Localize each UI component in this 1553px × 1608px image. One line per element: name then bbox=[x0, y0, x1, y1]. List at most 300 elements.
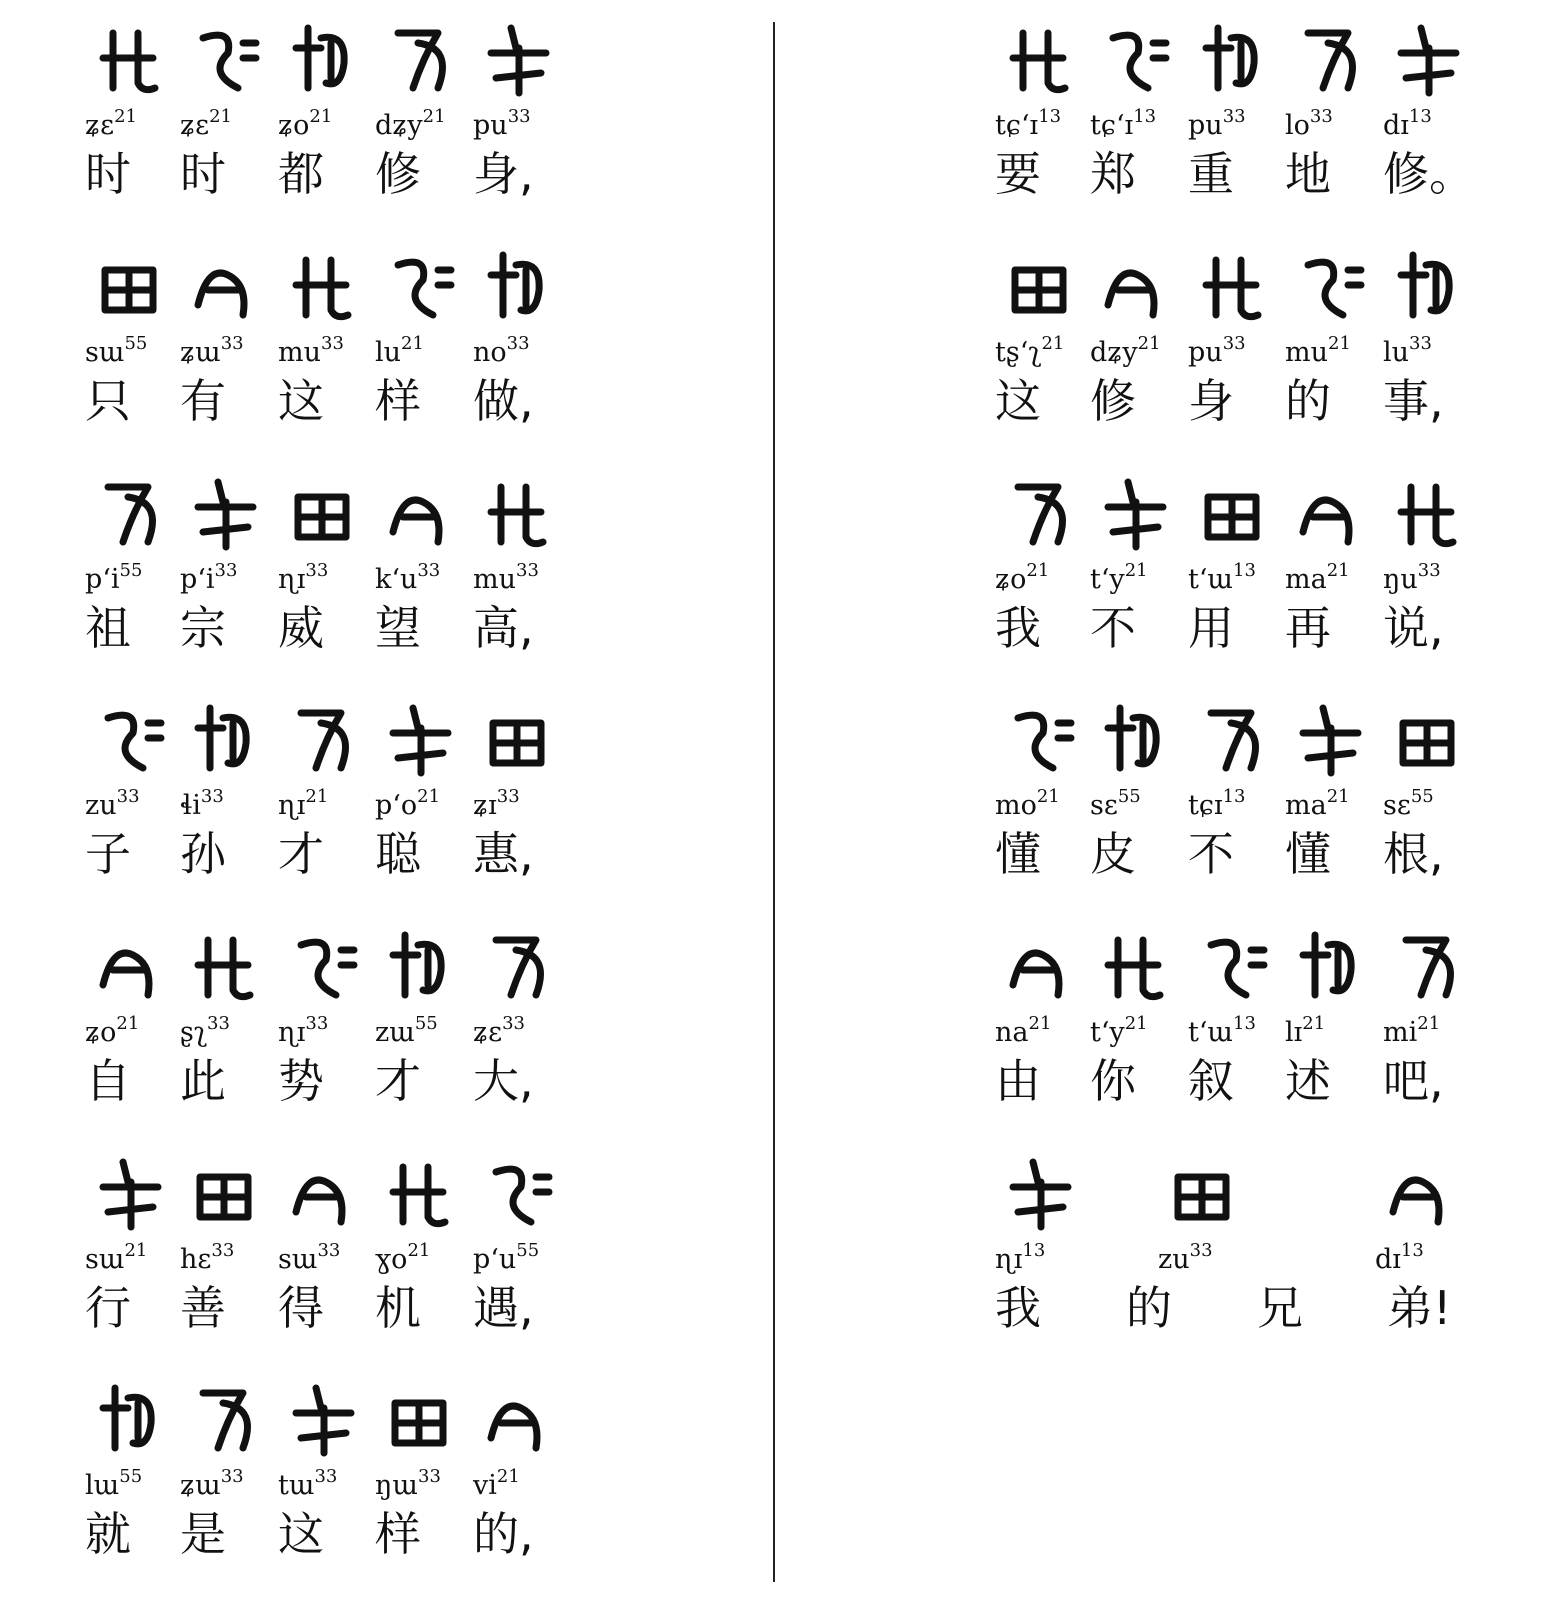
syllable-text: ɳɪ bbox=[278, 564, 306, 595]
script-row bbox=[85, 698, 645, 783]
syllable bbox=[1383, 1013, 1441, 1048]
translation-char: 孙 bbox=[180, 827, 226, 881]
script-glyph bbox=[1391, 245, 1463, 327]
pronunciation-row bbox=[85, 1240, 645, 1284]
syllable-text: ɳɪ bbox=[278, 790, 306, 821]
syllable bbox=[85, 786, 140, 821]
script-glyph bbox=[188, 1378, 260, 1460]
script-row bbox=[85, 18, 645, 103]
translation-char: 的 bbox=[1285, 374, 1331, 428]
syllable bbox=[1383, 333, 1432, 368]
syllable bbox=[1285, 106, 1333, 141]
syllable-text: sɛ bbox=[1383, 790, 1411, 821]
tone-number: 33 bbox=[321, 333, 344, 354]
tone-number: 33 bbox=[1222, 106, 1246, 127]
syllable bbox=[375, 1466, 441, 1501]
translation-row bbox=[85, 600, 645, 660]
tone-number: 33 bbox=[507, 106, 531, 127]
script-glyph bbox=[188, 245, 260, 327]
translation-char: 都 bbox=[278, 147, 324, 201]
tone-number: 33 bbox=[214, 560, 238, 581]
translation-row bbox=[995, 146, 1515, 206]
syllable-text: lɯ bbox=[85, 1470, 120, 1501]
syllable-text: ŋu bbox=[1383, 564, 1418, 595]
syllable bbox=[1090, 106, 1157, 141]
script-glyph bbox=[286, 925, 358, 1007]
tone-number: 33 bbox=[516, 560, 539, 581]
tone-number: 21 bbox=[422, 106, 446, 127]
syllable bbox=[1090, 1013, 1148, 1048]
tone-number: 33 bbox=[200, 786, 224, 807]
tone-number: 21 bbox=[209, 106, 233, 127]
translation-char: 懂 bbox=[995, 827, 1041, 881]
translation-char: 威 bbox=[278, 601, 324, 655]
tone-number: 33 bbox=[317, 1240, 341, 1261]
pronunciation-row bbox=[85, 560, 645, 604]
syllable bbox=[375, 106, 446, 141]
script-glyph bbox=[93, 472, 165, 554]
translation-char: 修 bbox=[375, 147, 421, 201]
script-glyph bbox=[383, 18, 455, 100]
syllable-text: tʂʻʅ bbox=[995, 337, 1042, 368]
tone-number: 21 bbox=[1124, 1013, 1148, 1034]
syllable-text: ɳɪ bbox=[278, 1017, 306, 1048]
syllable-text: lo bbox=[1285, 110, 1310, 141]
translation-char: 此 bbox=[180, 1054, 226, 1108]
translation-char: 有 bbox=[180, 374, 226, 428]
translation-char: 时 bbox=[180, 147, 226, 201]
script-glyph bbox=[481, 1152, 553, 1234]
translation-char: 弟! bbox=[1387, 1281, 1452, 1335]
translation-row bbox=[85, 1053, 645, 1113]
syllable bbox=[1188, 786, 1246, 821]
script-glyph bbox=[1196, 925, 1268, 1007]
translation-char: 子 bbox=[85, 827, 131, 881]
syllable bbox=[473, 560, 539, 595]
translation-char: 重 bbox=[1188, 147, 1234, 201]
tone-number: 33 bbox=[496, 786, 520, 807]
script-glyph bbox=[188, 698, 260, 780]
translation-char: 望 bbox=[375, 601, 421, 655]
translation-char: 我 bbox=[995, 601, 1041, 655]
syllable bbox=[375, 786, 441, 821]
script-glyph bbox=[481, 472, 553, 554]
syllable-text: lu bbox=[1383, 337, 1410, 368]
translation-char: 皮 bbox=[1090, 827, 1136, 881]
script-glyph bbox=[481, 245, 553, 327]
syllable-text: mu bbox=[278, 337, 321, 368]
script-glyph bbox=[383, 925, 455, 1007]
script-glyph bbox=[1293, 698, 1365, 780]
syllable-text: mu bbox=[473, 564, 516, 595]
script-glyph bbox=[1196, 698, 1268, 780]
script-glyph bbox=[1003, 698, 1075, 780]
syllable-text: ma bbox=[1285, 564, 1327, 595]
syllable bbox=[995, 1240, 1046, 1275]
syllable-text: tʻɯ bbox=[1188, 1017, 1234, 1048]
tone-number: 13 bbox=[1133, 106, 1157, 127]
script-row bbox=[85, 1378, 645, 1463]
script-glyph bbox=[188, 472, 260, 554]
syllable-text: ʑo bbox=[85, 1017, 117, 1048]
syllable bbox=[180, 1013, 230, 1048]
script-glyph bbox=[1391, 472, 1463, 554]
syllable-text: tɕʻɪ bbox=[1090, 110, 1134, 141]
tone-number: 21 bbox=[1026, 560, 1050, 581]
pronunciation-row bbox=[995, 1013, 1515, 1057]
tone-number: 33 bbox=[305, 1013, 329, 1034]
script-glyph bbox=[1003, 472, 1075, 554]
script-glyph bbox=[93, 925, 165, 1007]
tone-number: 33 bbox=[417, 560, 441, 581]
pronunciation-row bbox=[85, 1013, 645, 1057]
syllable bbox=[375, 333, 424, 368]
left-verse-6 bbox=[85, 1152, 645, 1372]
translation-char: 再 bbox=[1285, 601, 1331, 655]
left-verse-2 bbox=[85, 245, 645, 465]
translation-char: 这 bbox=[278, 374, 324, 428]
script-glyph bbox=[383, 245, 455, 327]
script-glyph bbox=[481, 18, 553, 100]
translation-char: 郑 bbox=[1090, 147, 1136, 201]
syllable bbox=[85, 560, 143, 595]
tone-number: 33 bbox=[1222, 333, 1246, 354]
pronunciation-row bbox=[85, 786, 645, 830]
tone-number: 21 bbox=[1417, 1013, 1441, 1034]
tone-number: 13 bbox=[1038, 106, 1062, 127]
right-verse-6 bbox=[995, 1152, 1515, 1372]
script-glyph bbox=[1003, 18, 1075, 100]
script-glyph bbox=[1293, 472, 1365, 554]
syllable bbox=[1375, 1240, 1424, 1275]
script-glyph bbox=[188, 1152, 260, 1234]
script-glyph bbox=[93, 1152, 165, 1234]
syllable-text: ɳɪ bbox=[995, 1244, 1023, 1275]
translation-char: 样 bbox=[375, 374, 421, 428]
translation-row bbox=[85, 1280, 645, 1340]
translation-char: 用 bbox=[1188, 601, 1234, 655]
syllable-text: pu bbox=[1188, 337, 1223, 368]
syllable-text: lu bbox=[375, 337, 402, 368]
syllable bbox=[278, 1466, 338, 1501]
script-row bbox=[995, 925, 1515, 1010]
tone-number: 21 bbox=[1036, 786, 1060, 807]
syllable bbox=[1383, 106, 1432, 141]
tone-number: 33 bbox=[502, 1013, 526, 1034]
syllable bbox=[473, 1240, 540, 1275]
syllable-text: tɕɪ bbox=[1188, 790, 1223, 821]
script-row bbox=[85, 245, 645, 330]
tone-number: 21 bbox=[114, 106, 138, 127]
tone-number: 33 bbox=[220, 333, 244, 354]
syllable bbox=[1383, 560, 1441, 595]
syllable bbox=[278, 560, 329, 595]
script-row bbox=[85, 925, 645, 1010]
pronunciation-row bbox=[995, 786, 1515, 830]
tone-number: 21 bbox=[116, 1013, 140, 1034]
translation-char: 祖 bbox=[85, 601, 131, 655]
syllable-text: sɯ bbox=[278, 1244, 318, 1275]
translation-row bbox=[85, 826, 645, 886]
translation-char: 身, bbox=[473, 147, 534, 201]
translation-char: 的, bbox=[473, 1507, 534, 1561]
translation-char: 势 bbox=[278, 1054, 324, 1108]
translation-char: 就 bbox=[85, 1507, 131, 1561]
syllable-text: na bbox=[995, 1017, 1029, 1048]
syllable bbox=[375, 560, 441, 595]
syllable-text: ma bbox=[1285, 790, 1327, 821]
script-glyph bbox=[286, 245, 358, 327]
script-glyph bbox=[1196, 472, 1268, 554]
syllable bbox=[278, 1013, 329, 1048]
syllable bbox=[180, 560, 238, 595]
script-glyph bbox=[1391, 18, 1463, 100]
tone-number: 21 bbox=[407, 1240, 431, 1261]
script-glyph bbox=[383, 472, 455, 554]
syllable bbox=[1188, 333, 1246, 368]
script-glyph bbox=[481, 1378, 553, 1460]
syllable bbox=[180, 106, 233, 141]
script-glyph bbox=[93, 18, 165, 100]
script-glyph bbox=[93, 1378, 165, 1460]
tone-number: 33 bbox=[506, 333, 530, 354]
tone-number: 33 bbox=[1409, 333, 1432, 354]
translation-char: 我 bbox=[995, 1281, 1041, 1335]
translation-char: 时 bbox=[85, 147, 131, 201]
script-glyph bbox=[1383, 1152, 1455, 1234]
syllable bbox=[1188, 1013, 1256, 1048]
script-row bbox=[995, 1152, 1515, 1237]
translation-char: 修。 bbox=[1383, 147, 1475, 201]
tone-number: 21 bbox=[1028, 1013, 1052, 1034]
tone-number: 21 bbox=[1124, 560, 1148, 581]
syllable-text: pʻu bbox=[473, 1244, 517, 1275]
syllable-text: tʻy bbox=[1090, 564, 1125, 595]
right-verse-4 bbox=[995, 698, 1515, 918]
pronunciation-row bbox=[995, 560, 1515, 604]
script-glyph bbox=[1003, 1152, 1075, 1234]
tone-number: 55 bbox=[414, 1013, 438, 1034]
tone-number: 55 bbox=[1117, 786, 1141, 807]
script-glyph bbox=[1003, 925, 1075, 1007]
script-glyph bbox=[1196, 245, 1268, 327]
translation-row bbox=[995, 1280, 1515, 1340]
script-row bbox=[995, 472, 1515, 557]
translation-row bbox=[995, 826, 1515, 886]
syllable bbox=[1383, 786, 1434, 821]
syllable-text: ʑɛ bbox=[473, 1017, 503, 1048]
syllable bbox=[180, 786, 224, 821]
pronunciation-row bbox=[85, 333, 645, 377]
syllable-text: sɛ bbox=[1090, 790, 1118, 821]
script-glyph bbox=[481, 698, 553, 780]
script-glyph bbox=[286, 18, 358, 100]
tone-number: 21 bbox=[1326, 786, 1350, 807]
syllable-text: ɬi bbox=[180, 790, 201, 821]
syllable-text: kʻu bbox=[375, 564, 418, 595]
tone-number: 21 bbox=[309, 106, 333, 127]
syllable bbox=[1188, 106, 1246, 141]
syllable bbox=[85, 333, 148, 368]
script-glyph bbox=[188, 925, 260, 1007]
script-row bbox=[995, 245, 1515, 330]
translation-char: 修 bbox=[1090, 374, 1136, 428]
tone-number: 21 bbox=[401, 333, 424, 354]
syllable bbox=[85, 1466, 143, 1501]
translation-char: 身 bbox=[1188, 374, 1234, 428]
syllable-text: lɪ bbox=[1285, 1017, 1303, 1048]
syllable bbox=[995, 1013, 1052, 1048]
syllable bbox=[278, 106, 333, 141]
translation-char: 不 bbox=[1090, 601, 1136, 655]
syllable-text: dɪ bbox=[1375, 1244, 1401, 1275]
syllable-text: hɛ bbox=[180, 1244, 212, 1275]
syllable-text: ʑɛ bbox=[85, 110, 115, 141]
tone-number: 33 bbox=[1189, 1240, 1213, 1261]
translation-char: 吧, bbox=[1383, 1054, 1444, 1108]
translation-row bbox=[995, 600, 1515, 660]
left-verse-3 bbox=[85, 472, 645, 692]
tone-number: 13 bbox=[1400, 1240, 1424, 1261]
syllable bbox=[1285, 333, 1351, 368]
script-glyph bbox=[93, 698, 165, 780]
translation-char: 不 bbox=[1188, 827, 1234, 881]
translation-char: 这 bbox=[995, 374, 1041, 428]
syllable bbox=[1090, 560, 1148, 595]
translation-row bbox=[85, 146, 645, 206]
left-verse-7 bbox=[85, 1378, 645, 1598]
syllable-text: pu bbox=[1188, 110, 1223, 141]
syllable bbox=[278, 333, 344, 368]
tone-number: 21 bbox=[417, 786, 441, 807]
script-glyph bbox=[481, 925, 553, 1007]
script-glyph bbox=[1166, 1152, 1238, 1234]
translation-char: 善 bbox=[180, 1281, 226, 1335]
syllable-text: zu bbox=[1158, 1244, 1190, 1275]
syllable bbox=[180, 1466, 244, 1501]
translation-char: 高, bbox=[473, 601, 534, 655]
syllable bbox=[995, 106, 1062, 141]
translation-char: 叙 bbox=[1188, 1054, 1234, 1108]
script-glyph bbox=[1098, 245, 1170, 327]
tone-number: 55 bbox=[119, 1466, 143, 1487]
left-verse-1 bbox=[85, 18, 645, 238]
tone-number: 13 bbox=[1233, 560, 1256, 581]
translation-char: 遇, bbox=[473, 1281, 534, 1335]
tone-number: 33 bbox=[314, 1466, 338, 1487]
script-glyph bbox=[1293, 245, 1365, 327]
syllable-text: ʑo bbox=[995, 564, 1027, 595]
translation-char: 才 bbox=[278, 827, 324, 881]
translation-char: 懂 bbox=[1285, 827, 1331, 881]
translation-char: 惠, bbox=[473, 827, 534, 881]
syllable-text: tʻɯ bbox=[1188, 564, 1234, 595]
syllable-text: ʑɯ bbox=[180, 337, 221, 368]
syllable bbox=[375, 1240, 431, 1275]
translation-char: 地 bbox=[1285, 147, 1331, 201]
script-glyph bbox=[383, 698, 455, 780]
translation-char: 这 bbox=[278, 1507, 324, 1561]
tone-number: 21 bbox=[1041, 333, 1065, 354]
tone-number: 55 bbox=[124, 333, 148, 354]
tone-number: 13 bbox=[1408, 106, 1432, 127]
syllable-text: dʑy bbox=[1090, 337, 1138, 368]
tone-number: 33 bbox=[207, 1013, 230, 1034]
syllable-text: ɣo bbox=[375, 1244, 408, 1275]
syllable bbox=[1285, 1013, 1326, 1048]
script-glyph bbox=[93, 245, 165, 327]
translation-char: 自 bbox=[85, 1054, 131, 1108]
syllable-text: no bbox=[473, 337, 507, 368]
syllable bbox=[85, 106, 138, 141]
translation-char: 由 bbox=[995, 1054, 1041, 1108]
syllable-text: ʑɛ bbox=[180, 110, 210, 141]
syllable bbox=[473, 333, 530, 368]
syllable bbox=[995, 786, 1060, 821]
syllable bbox=[85, 1240, 148, 1275]
right-verse-2 bbox=[995, 245, 1515, 465]
right-verse-1 bbox=[995, 18, 1515, 238]
translation-char: 兄 bbox=[1257, 1281, 1303, 1335]
script-glyph bbox=[383, 1152, 455, 1234]
syllable bbox=[473, 786, 520, 821]
script-glyph bbox=[1293, 18, 1365, 100]
syllable bbox=[278, 786, 329, 821]
left-verse-4 bbox=[85, 698, 645, 918]
script-row bbox=[85, 1152, 645, 1237]
syllable-text: pʻi bbox=[85, 564, 120, 595]
translation-char: 是 bbox=[180, 1507, 226, 1561]
syllable-text: pʻi bbox=[180, 564, 215, 595]
script-glyph bbox=[1003, 245, 1075, 327]
translation-row bbox=[995, 373, 1515, 433]
syllable-text: zɯ bbox=[375, 1017, 415, 1048]
syllable bbox=[1285, 560, 1350, 595]
tone-number: 21 bbox=[1328, 333, 1351, 354]
syllable bbox=[85, 1013, 140, 1048]
syllable-text: sɯ bbox=[85, 337, 125, 368]
translation-row bbox=[85, 373, 645, 433]
pronunciation-row bbox=[995, 1240, 1515, 1284]
tone-number: 33 bbox=[211, 1240, 235, 1261]
syllable-text: mo bbox=[995, 790, 1037, 821]
tone-number: 21 bbox=[1137, 333, 1161, 354]
syllable bbox=[473, 106, 531, 141]
script-glyph bbox=[1098, 698, 1170, 780]
tone-number: 55 bbox=[516, 1240, 540, 1261]
syllable-text: zu bbox=[85, 790, 117, 821]
translation-char: 事, bbox=[1383, 374, 1444, 428]
script-glyph bbox=[188, 18, 260, 100]
translation-char: 的 bbox=[1126, 1281, 1172, 1335]
syllable-text: tʻy bbox=[1090, 1017, 1125, 1048]
pronunciation-row bbox=[85, 1466, 645, 1510]
syllable bbox=[278, 1240, 341, 1275]
script-row bbox=[85, 472, 645, 557]
syllable bbox=[375, 1013, 438, 1048]
tone-number: 13 bbox=[1222, 786, 1246, 807]
script-glyph bbox=[286, 1378, 358, 1460]
tone-number: 33 bbox=[1309, 106, 1333, 127]
translation-char: 得 bbox=[278, 1281, 324, 1335]
translation-char: 聪 bbox=[375, 827, 421, 881]
translation-char: 宗 bbox=[180, 601, 226, 655]
left-verse-5 bbox=[85, 925, 645, 1145]
pronunciation-row bbox=[85, 106, 645, 150]
syllable-text: ŋɯ bbox=[375, 1470, 418, 1501]
tone-number: 13 bbox=[1022, 1240, 1046, 1261]
pronunciation-row bbox=[995, 333, 1515, 377]
